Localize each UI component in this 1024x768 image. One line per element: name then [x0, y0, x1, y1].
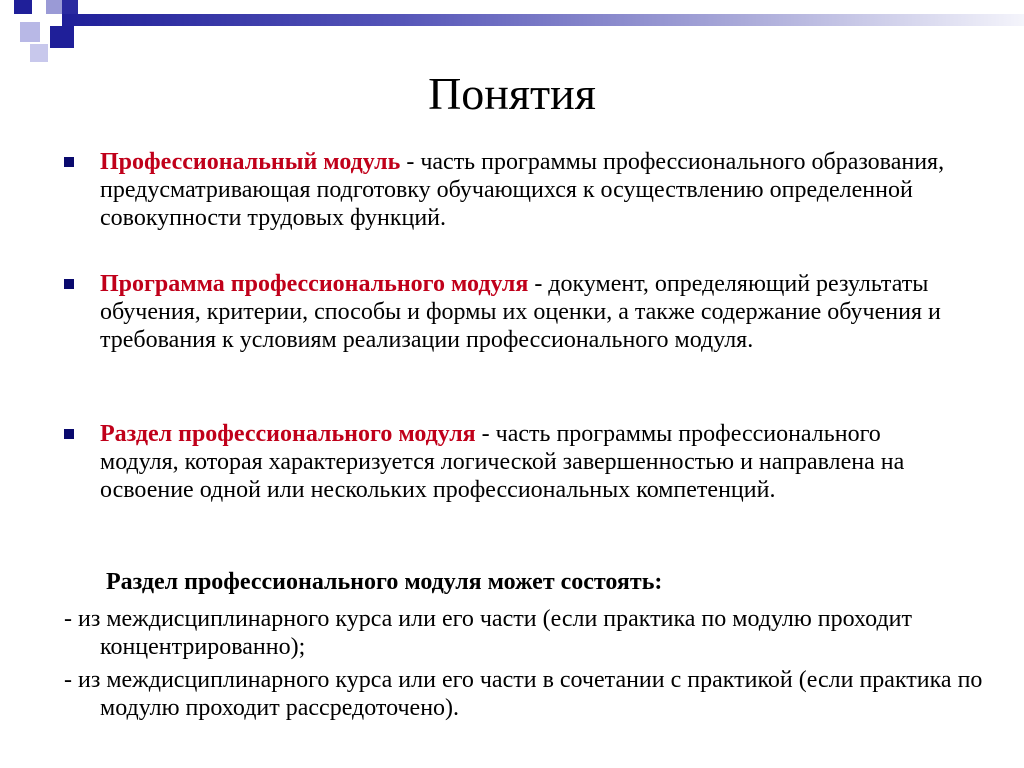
decor-square	[46, 0, 62, 14]
composition-item: - из междисциплинарного курса или его части (если практика по модулю проходит концентрированно);	[64, 606, 912, 660]
decor-square	[50, 26, 74, 48]
square-bullet-icon	[64, 279, 74, 289]
definition-term: Программа профессионального модуля	[100, 271, 529, 297]
decor-square	[0, 0, 14, 14]
decor-square	[30, 44, 48, 62]
definition-text	[100, 148, 964, 232]
composition-heading: Раздел профессионального модуля может состоять:	[106, 569, 663, 595]
decor-square	[62, 0, 78, 14]
definition-text	[100, 270, 964, 354]
square-bullet-icon	[64, 157, 74, 167]
definition-text	[100, 420, 964, 504]
definition-item	[64, 148, 964, 232]
decor-square	[20, 22, 40, 42]
header-gradient-bar	[62, 14, 1024, 26]
square-bullet-icon	[64, 429, 74, 439]
definition-body: - часть программы профессионального модуля, которая характеризуется логической завершенностью и направлена на освоение одной или нескольких профессиональных компетенций.	[100, 421, 905, 503]
composition-item: - из междисциплинарного курса или его части в сочетании с практикой (если практика по модулю проходит рассредоточено).	[64, 667, 983, 721]
slide-title: Понятия	[428, 68, 596, 119]
definition-body: - документ, определяющий результаты обучения, критерии, способы и формы их оценки, а также содержание обучения и требования к условиям реализации профессионального модуля.	[100, 271, 941, 353]
definition-term: Раздел профессионального модуля	[100, 421, 476, 447]
definition-body: - часть программы профессионального образования, предусматривающая подготовку обучающихся к осуществлению определенной совокупности трудовых функций.	[100, 149, 945, 231]
decor-square	[14, 0, 32, 14]
definition-term: Профессиональный модуль	[100, 149, 401, 175]
definition-item	[64, 420, 964, 504]
definition-item	[64, 270, 964, 354]
